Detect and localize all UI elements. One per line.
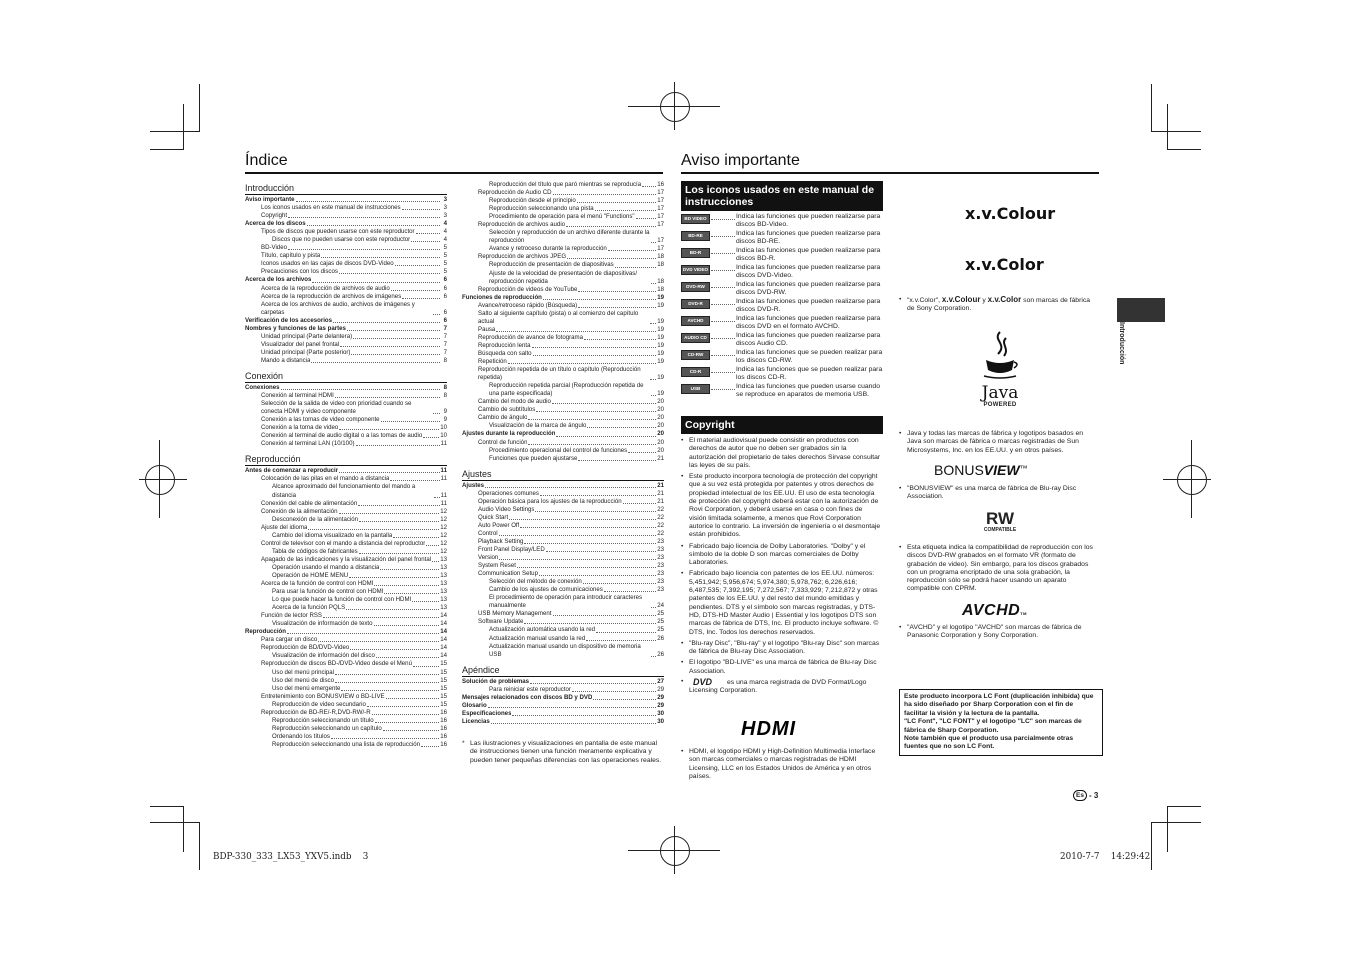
dvd-bullet: • DVD es una marca registrada de DVD Format/Logo Licensing Corporation.: [681, 678, 881, 699]
toc-entry[interactable]: Función de lector RSS 14: [261, 612, 447, 620]
toc-entry[interactable]: Reproducción 14: [245, 628, 447, 636]
toc-entry[interactable]: BD-Video 5: [261, 244, 447, 252]
toc-entry[interactable]: Unidad principal (Parte posterior) 7: [261, 348, 447, 356]
copyright-heading: Copyright: [681, 416, 883, 434]
toc-entry[interactable]: Conexión a las tomas de video componente 9: [261, 416, 447, 424]
page-number: Es - 3: [1073, 790, 1098, 801]
bonusview-bullet: • "BONUSVIEW" es una marca de fábrica de Blu-ray Disc Association.: [899, 485, 1099, 505]
toc-entry[interactable]: Reproducción de discos BD-/DVD-Video desde el Menú 15: [261, 660, 447, 668]
toc-entry[interactable]: Quick Start 22: [478, 513, 664, 521]
copyright-bullet: • Este producto incorpora tecnología de protección del copyright que a su vez está protegida por patentes y otros derechos de propiedad intelectual de los EE.UU. El uso de esta tecnología de protección del copyright deberá estar con la autorización de Rovi Corporation, y deberá usarse en casa o con fines de visión limitada solamente, a menos que Rovi Corporation autorice lo contrario. La inversión de ingeniería o el desmontaje están prohibidos.: [681, 473, 881, 539]
toc-entry[interactable]: Visualización de información de texto 14: [272, 620, 447, 628]
toc-entry[interactable]: Control de televisor con el mando a distancia del reproductor 12: [261, 539, 447, 547]
disc-type-badge: AUDIO CD: [681, 333, 710, 343]
icon-legend-row: BD VIDEO Indica las funciones que pueden realizarse para discos BD-Video.: [681, 213, 883, 230]
toc-entry[interactable]: Especificaciones 30: [462, 709, 664, 717]
disc-type-badge: USB: [681, 384, 710, 394]
toc-entry[interactable]: Cambio de subtítulos 20: [478, 406, 664, 414]
rw-bullet: • Esta etiqueta indica la compatibilidad de reproducción con los discos DVD-RW grabados en el formato VR (formato de grabación de video). Sin embargo, para los discos grabados con un programa encriptado de una sola grabación, la reproducción sólo se podrá hacer usando un aparato compatible con CPRM.: [899, 544, 1099, 597]
toc-entry[interactable]: Lo que puede hacer la función de control con HDMI 13: [272, 596, 447, 604]
toc-entry[interactable]: Reproducción seleccionando una pista 17: [489, 205, 664, 213]
icon-legend-row: AUDIO CD Indica las funciones que pueden realizarse para discos Audio CD.: [681, 332, 883, 349]
toc-entry[interactable]: Conexión a la toma de video 10: [261, 424, 447, 432]
toc-entry[interactable]: Reproducción de video secundario 15: [272, 700, 447, 708]
title-rule-right: [681, 172, 1099, 174]
toc-heading: Apéndice: [462, 665, 664, 677]
toc-entry[interactable]: Verificación de los accesorios 6: [245, 316, 447, 324]
page-title-indice: Índice: [245, 152, 288, 169]
toc-entry[interactable]: Reproducción de BD-RE/-R,DVD-RW/-R 16: [261, 708, 447, 716]
toc-entry[interactable]: Reproducción del título que paró mientras se reproducía 16: [489, 181, 664, 188]
toc-entry[interactable]: Avance y retroceso durante la reproducción 17: [489, 245, 664, 253]
toc-entry[interactable]: Actualización manual usando un dispositivo de memoria USB 26: [489, 642, 664, 658]
copyright-list: [681, 437, 881, 679]
toc-entry[interactable]: Reproducción seleccionando una lista de reproducción 16: [272, 740, 447, 748]
toc-entry[interactable]: Reproducción seleccionando un capítulo 16: [272, 724, 447, 732]
coffee-cup-icon: [980, 330, 1020, 380]
toc-entry[interactable]: Communication Setup 23: [478, 570, 664, 578]
toc-entry[interactable]: Apagado de las indicaciones y la visualización del panel frontal 13: [261, 555, 447, 563]
toc-entry[interactable]: Copyright 3: [261, 212, 447, 220]
toc-entry[interactable]: Alcance aproximado del funcionamiento del mando a distancia 11: [272, 483, 447, 499]
toc-entry[interactable]: Actualización automática usando la red 25: [489, 626, 664, 634]
icon-legend-row: BD-RE Indica las funciones que pueden realizarse para discos BD-RE.: [681, 230, 883, 247]
toc-entry[interactable]: Reproducción de Audio CD 17: [478, 189, 664, 197]
toc-entry[interactable]: Front Panel Display/LED 23: [478, 546, 664, 554]
toc-entry[interactable]: Control 22: [478, 529, 664, 537]
toc-entry[interactable]: Auto Power Off 22: [478, 521, 664, 529]
disc-type-badge: AVCHD: [681, 316, 710, 326]
toc-entry[interactable]: Visualización de información del disco 14: [272, 652, 447, 660]
toc-entry[interactable]: Ajustes 21: [462, 481, 664, 489]
toc-entry[interactable]: Nombres y funciones de las partes 7: [245, 324, 447, 332]
toc-entry[interactable]: Uso del menú de disco 15: [272, 676, 447, 684]
toc-entry[interactable]: Uso del menú principal 15: [272, 668, 447, 676]
toc-entry[interactable]: System Reset 23: [478, 562, 664, 570]
toc-entry[interactable]: Playback Setting 23: [478, 537, 664, 545]
toc-entry[interactable]: USB Memory Management 25: [478, 610, 664, 618]
icons-heading: Los iconos usados en este manual de instrucciones: [681, 181, 883, 211]
toc-entry[interactable]: Precauciones con los discos 5: [261, 268, 447, 276]
toc-entry[interactable]: Reproducción de archivos audio 17: [478, 221, 664, 229]
toc-entry[interactable]: Tabla de códigos de fabricantes 12: [272, 547, 447, 555]
toc-entry[interactable]: Repetición 19: [478, 358, 664, 366]
toc-entry[interactable]: Acerca de la reproducción de archivos de audio 6: [261, 284, 447, 292]
disc-type-badge: BD VIDEO: [681, 214, 710, 224]
toc-entry[interactable]: Funciones que pueden ajustarse 21: [489, 454, 664, 462]
toc-entry[interactable]: Actualización manual usando la red 26: [489, 634, 664, 642]
toc-entry[interactable]: El procedimiento de operación para introducir caracteres manualmente 24: [489, 594, 664, 610]
toc-entry[interactable]: Selección del método de conexión 23: [489, 578, 664, 586]
toc-entry[interactable]: Operación de HOME MENU 13: [272, 571, 447, 579]
java-logo: Java POWERED: [975, 330, 1025, 418]
toc-entry[interactable]: Audio Video Settings 22: [478, 505, 664, 513]
toc-entry[interactable]: Tipos de discos que pueden usarse con este reproductor 4: [261, 228, 447, 236]
toc-entry[interactable]: Version 23: [478, 554, 664, 562]
language-badge: Es: [1073, 790, 1087, 801]
copyright-bullet: • El material audiovisual puede consistir en productos con derechos de autor que no deben ser grabados sin la autorización del propietario de tales derechos Sirvase consultar las leyes de su país.: [681, 437, 881, 470]
icon-legend-row: DVD VIDEO Indica las funciones que pueden realizarse para discos DVD-Video.: [682, 264, 881, 280]
toc-entry[interactable]: Selección y reproducción de un archivo diferente durante la reproducción 17: [489, 229, 664, 245]
toc-entry[interactable]: Para usar la función de control con HDMI 13: [272, 588, 447, 596]
toc-entry[interactable]: Conexión de la alimentación 12: [261, 507, 447, 515]
toc-entry[interactable]: Antes de comenzar a reproducir 11: [245, 467, 447, 475]
footer-timestamp: 2010-7-7 14:29:42: [1060, 852, 1151, 862]
toc-column-1: [245, 183, 447, 749]
disc-type-badge: DVD VIDEO: [681, 265, 710, 275]
toc-entry[interactable]: Procedimiento operacional del control de funciones 20: [489, 446, 664, 454]
avchd-logo: AVCHDTM: [962, 602, 1027, 619]
toc-entry[interactable]: Avance/retroceso rápido (Búsqueda) 19: [478, 301, 664, 309]
toc-entry[interactable]: Visualizador del panel frontal 7: [261, 340, 447, 348]
toc-entry[interactable]: Pausa 19: [478, 325, 664, 333]
side-tab: [1117, 298, 1165, 322]
disc-type-badge: DVD-R: [681, 299, 710, 309]
toc-footnote: * Las ilustraciones y visualizaciones en pantalla de este manual de instrucciones tienen una función meramente explicativa y pueden tener pequeñas diferencias con las operaciones reales.: [462, 740, 662, 764]
xvcolour-logo: x.v.Colour: [965, 204, 1056, 223]
disc-type-badge: BD-RE: [681, 231, 710, 241]
toc-entry[interactable]: Reproducción de presentación de diapositivas 18: [489, 261, 664, 269]
toc-entry[interactable]: Colocación de las pilas en el mando a distancia 11: [261, 475, 447, 483]
toc-heading: Reproducción: [245, 454, 447, 466]
toc-entry[interactable]: Licencias 30: [462, 717, 664, 725]
page-title-aviso: Aviso importante: [681, 152, 800, 169]
toc-entry[interactable]: Conexión al terminal HDMI 8: [261, 392, 447, 400]
toc-entry[interactable]: Los iconos usados en este manual de instrucciones 3: [261, 204, 447, 212]
toc-entry[interactable]: Discos que no pueden usarse con este reproductor 4: [272, 236, 447, 244]
toc-entry[interactable]: Conexiones 8: [245, 383, 447, 391]
copyright-bullet: • "Blu-ray Disc", "Blu-ray" y el logotipo "Blu-ray Disc" son marcas de fábrica de Blu-ray Disc Association.: [681, 640, 881, 657]
xvcolor-logo: x.v.Color: [965, 255, 1044, 274]
toc-entry[interactable]: Reproducción de videos de YouTube 18: [478, 285, 664, 293]
bonusview-logo: BONUSVIEW™: [934, 462, 1028, 478]
toc-entry[interactable]: Acerca de la función de control con HDMI 13: [261, 580, 447, 588]
toc-entry[interactable]: Cambio de ángulo 20: [478, 414, 664, 422]
toc-entry[interactable]: Reproducción repetida parcial (Reproducción repetida de una parte especificada) 19: [489, 382, 664, 398]
icon-legend-row: USB Indica las funciones que pueden usarse cuando se reproduce en aparatos de memoria USB.: [681, 383, 883, 400]
toc-entry[interactable]: Cambio del modo de audio 20: [478, 398, 664, 406]
toc-entry[interactable]: Ajuste de la velocidad de presentación de diapositivas/ reproducción repetida 18: [489, 269, 664, 285]
toc-entry[interactable]: Cambio del idioma visualizado en la pantalla 12: [272, 531, 447, 539]
side-tab-label: Introducción: [1118, 322, 1125, 365]
toc-entry[interactable]: Visualización de la marca de ángulo 20: [489, 422, 664, 430]
toc-heading: Conexión: [245, 371, 447, 383]
dvd-logo: DVD: [693, 677, 713, 687]
toc-heading: Introducción: [245, 183, 447, 195]
toc-entry[interactable]: Operación básica para los ajustes de la reproducción 21: [478, 497, 664, 505]
copyright-bullet: • Fabricado bajo licencia de Dolby Laboratories. "Dolby" y el símbolo de la doble D son marcas comerciales de Dolby Laboratories.: [681, 543, 881, 568]
copyright-bullet: • El logotipo "BD-LIVE" es una marca de fábrica de Blu-ray Disc Association.: [681, 659, 881, 676]
toc-entry[interactable]: Aviso importante 3: [245, 196, 447, 203]
toc-entry[interactable]: Funciones de reproducción 19: [462, 293, 664, 301]
toc-entry[interactable]: Reproducción de avance de fotograma 19: [478, 333, 664, 341]
toc-entry[interactable]: Título, capítulo y pista 5: [261, 252, 447, 260]
toc-entry[interactable]: Acerca de la función PQLS 13: [272, 604, 447, 612]
toc-entry[interactable]: Conexión al terminal LAN (10/100) 11: [261, 440, 447, 448]
toc-entry[interactable]: Software Update 25: [478, 618, 664, 626]
toc-entry[interactable]: Ajuste del idioma 12: [261, 523, 447, 531]
toc-entry[interactable]: Para reiniciar este reproductor 29: [489, 685, 664, 693]
toc-entry[interactable]: Reproducción de archivos JPEG 18: [478, 253, 664, 261]
icon-legend-row: BD-R Indica las funciones que pueden realizarse para discos BD-R.: [681, 247, 883, 264]
toc-entry[interactable]: Reproducción desde el principio 17: [489, 197, 664, 205]
toc-entry[interactable]: Mensajes relacionados con discos BD y DVD 29: [462, 693, 664, 701]
lc-font-notice: Este producto incorpora LC Font (duplicación inhibida) que ha sido diseñado por Sharp Corporation con el fin de facilitar la visión y la lectura de la pantalla. "LC Font", "LC FONT" y el logotipo "LC" son marcas de fábrica de Sharp Corporation. Note también que el producto usa parcialmente otras fuentes que no son LC Font.: [899, 689, 1103, 756]
toc-entry[interactable]: Operaciones comunes 21: [478, 489, 664, 497]
toc-heading: Ajustes: [462, 469, 664, 481]
toc-entry[interactable]: Conexión del cable de alimentación 11: [261, 499, 447, 507]
title-rule-left: [245, 172, 663, 174]
toc-entry[interactable]: Iconos usados en las cajas de discos DVD-Video 5: [261, 260, 447, 268]
icon-legend-row: DVD-RW Indica las funciones que pueden realizarse para discos DVD-RW.: [681, 281, 883, 298]
toc-entry[interactable]: Salto al siguiente capítulo (pista) o al comienzo del capítulo actual 19: [478, 309, 664, 325]
toc-entry[interactable]: Reproducción seleccionando un título 16: [272, 716, 447, 724]
toc-entry[interactable]: Uso del menú emergente 15: [272, 684, 447, 692]
toc-entry[interactable]: Búsqueda con salto 19: [478, 349, 664, 357]
disc-type-badge: CD-R: [681, 367, 710, 377]
toc-entry[interactable]: Ordenando los títulos 16: [272, 732, 447, 740]
toc-entry[interactable]: Control de función 20: [478, 438, 664, 446]
toc-entry[interactable]: Conexión al terminal de audio digital o a las tomas de audio 10: [261, 432, 447, 440]
toc-entry[interactable]: Mando a distancia 8: [261, 356, 447, 364]
toc-entry[interactable]: Reproducción de BD/DVD-Video 14: [261, 644, 447, 652]
copyright-bullet: • Fabricado bajo licencia con patentes de los EE.UU. números: 5,451,942; 5,956,674; 5,974,380; 5,978,762; 6,226,616; 6,487,535; 7,392,195; 7,272,567; 7,333,929; 7,212,872 y otras patentes de los EE.UU. y del resto del mundo emitidas y pendientes. DTS y el símbolo son marcas registradas, y DTS-HD, DTS-HD Master Audio | Essential y los logotipos DTS son marcas de fábrica de DTS, Inc. El producto incluye software. © DTS, Inc. Todos los derechos reservados.: [681, 570, 881, 636]
toc-entry[interactable]: Desconexión de la alimentación 12: [272, 515, 447, 523]
toc-entry[interactable]: Glosario 29: [462, 701, 664, 709]
toc-entry[interactable]: Procedimiento de operación para el menú "Functions" 17: [489, 213, 664, 221]
toc-entry[interactable]: Selección de la salida de video con prioridad cuando se conecta HDMI y video componente 9: [261, 400, 447, 416]
toc-entry[interactable]: Operación usando el mando a distancia 13: [272, 563, 447, 571]
disc-type-badge: BD-R: [681, 248, 710, 258]
toc-entry[interactable]: Solución de problemas 27: [462, 677, 664, 685]
icon-legend-row: CD-R Indica las funciones que se pueden realizar para los discos CD-R.: [681, 366, 883, 383]
toc-entry[interactable]: Para cargar un disco 14: [261, 636, 447, 644]
toc-entry[interactable]: Acerca de los archivos 6: [245, 276, 447, 284]
toc-entry[interactable]: Ajustes durante la reproducción 20: [462, 430, 664, 438]
icon-legend-row: DVD-R Indica las funciones que pueden realizarse para discos DVD-R.: [681, 298, 883, 315]
xv-bullet: • "x.v.Color", x.v.Colour y x.v.Color son marcas de fábrica de Sony Corporation.: [899, 296, 1099, 317]
toc-entry[interactable]: Unidad principal (Parte delantera) 7: [261, 332, 447, 340]
java-bullet: • Java y todas las marcas de fábrica y logotipos basados en Java son marcas de fábrica o marcas registradas de Sun Microsystems, Inc. en los EE.UU. y en otros países.: [899, 430, 1099, 458]
avchd-bullet: • "AVCHD" y el logotipo "AVCHD" son marcas de fábrica de Panasonic Corporation y Sony Corporation.: [899, 624, 1099, 644]
toc-entry[interactable]: Reproducción repetida de un título o capítulo (Reproducción repetida) 19: [478, 366, 664, 382]
toc-entry[interactable]: Acerca de los archivos de audio, archivos de imágenes y carpetas 6: [261, 300, 447, 316]
footer-file: BDP-330_333_LX53_YXV5.indb 3: [213, 852, 369, 862]
toc-entry[interactable]: Acerca de la reproducción de archivos de imágenes 6: [261, 292, 447, 300]
toc-entry[interactable]: Entretenimiento con BONUSVIEW o BD-LIVE 15: [261, 692, 447, 700]
toc-entry[interactable]: Reproducción lenta 19: [478, 341, 664, 349]
toc-column-2: [462, 181, 664, 726]
icon-legend-row: CD-RW Indica las funciones que se pueden realizar para los discos CD-RW.: [681, 349, 883, 366]
icon-legend-row: AVCHD Indica las funciones que pueden realizarse para discos DVD en el formato AVCHD.: [681, 315, 883, 332]
disc-type-badge: DVD-RW: [681, 282, 710, 292]
rw-logo: RW COMPATIBLE: [983, 509, 1017, 533]
disc-type-badge: CD-RW: [681, 350, 710, 360]
hdmi-logo: HDMI: [741, 718, 797, 740]
toc-entry[interactable]: Cambio de los ajustes de comunicaciones 23: [489, 586, 664, 594]
hdmi-bullet: • HDMI, el logotipo HDMI y High-Definition Multimedia Interface son marcas comerciales o marcas registradas de HDMI Licensing, LLC en los Estados Unidos de América y en otros países.: [681, 748, 881, 784]
toc-entry[interactable]: Acerca de los discos 4: [245, 220, 447, 228]
